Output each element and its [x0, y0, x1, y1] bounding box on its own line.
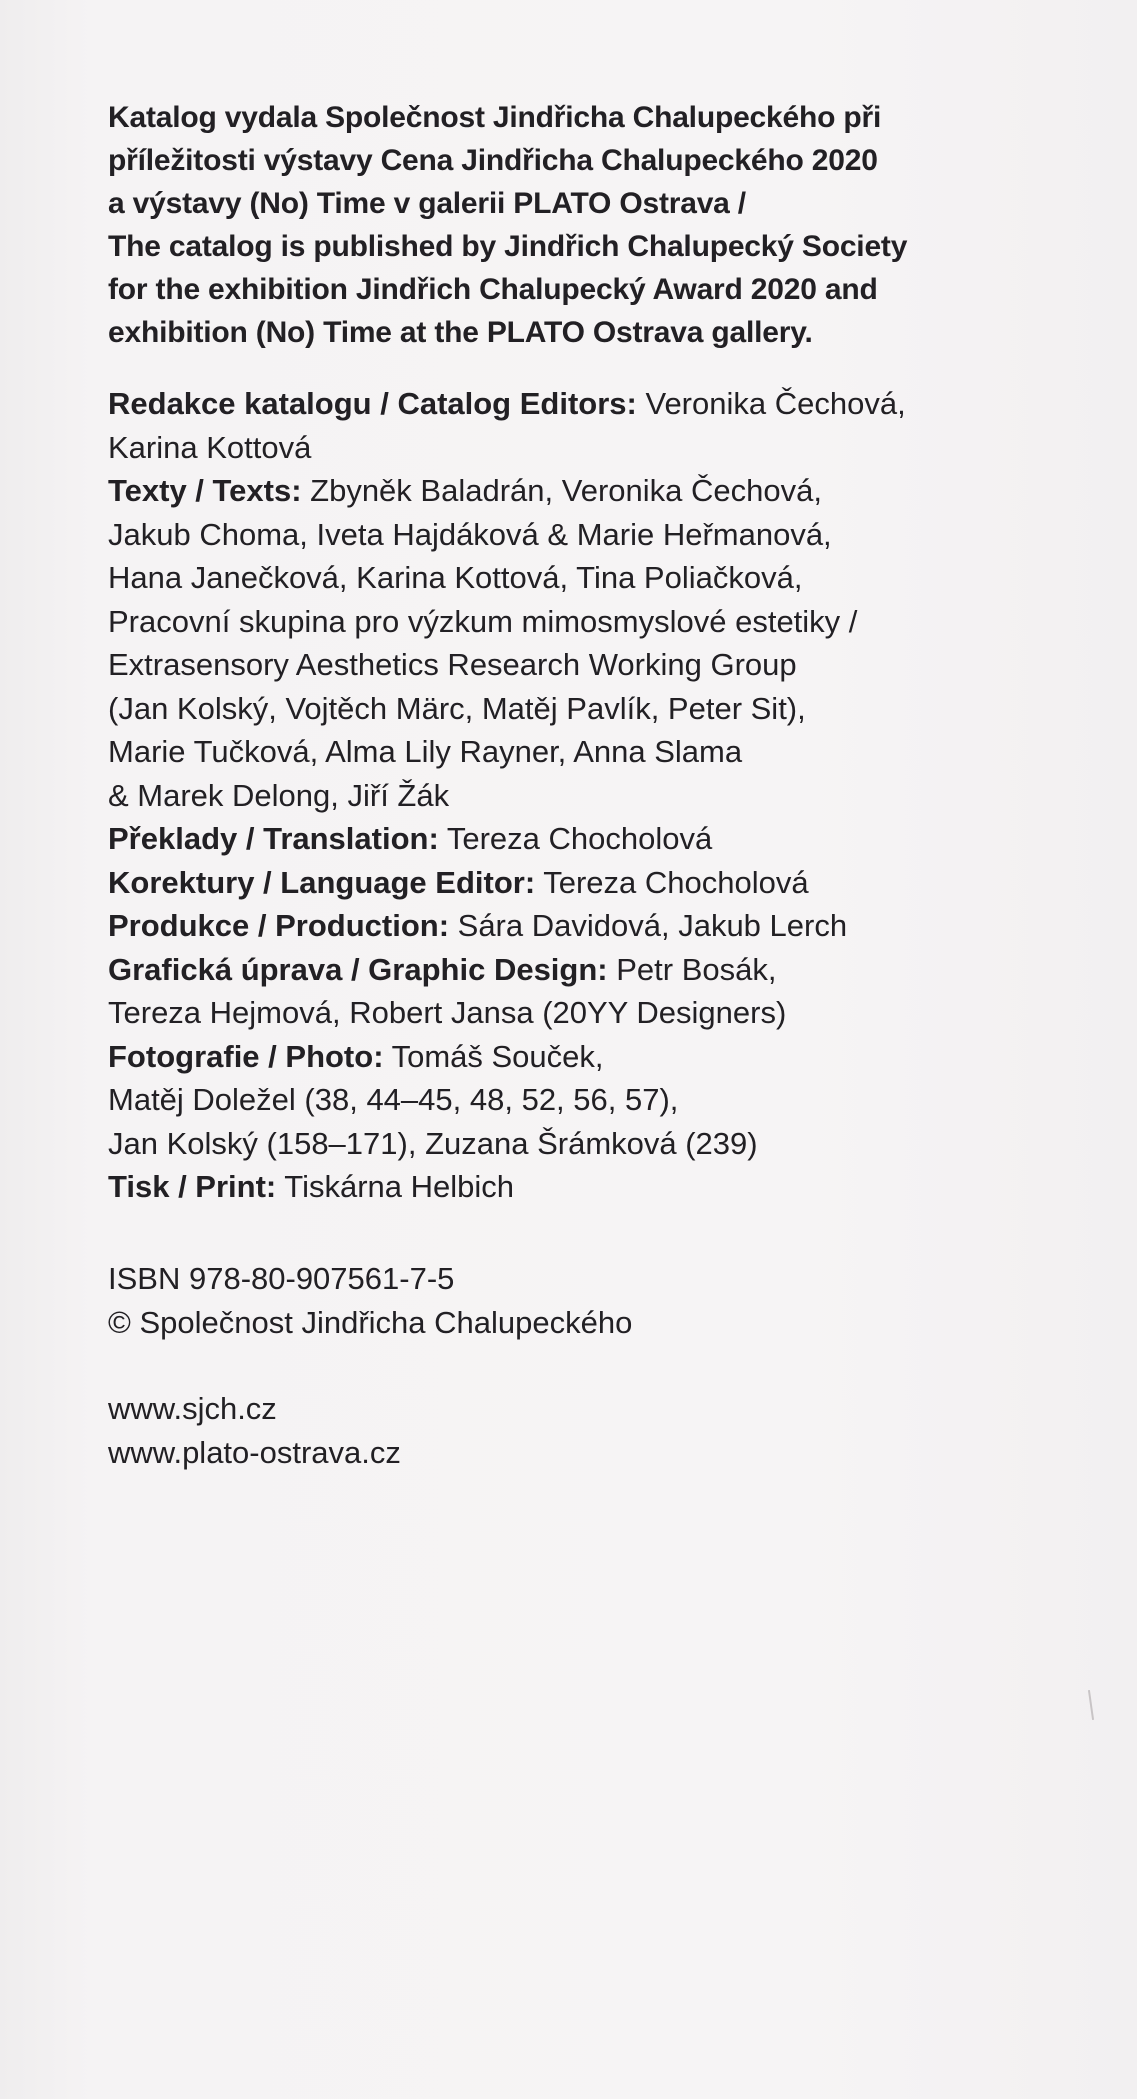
credit-value: (Jan Kolský, Vojtěch Märc, Matěj Pavlík, Peter Sit), — [108, 690, 806, 726]
credit-value: Veronika Čechová, — [636, 386, 906, 421]
credit-translation — [108, 817, 1038, 861]
isbn-number: ISBN 978-80-907561-7-5 — [108, 1260, 455, 1296]
credit-value: Tereza Chocholová — [438, 821, 713, 856]
credit-texts — [108, 469, 1038, 817]
credit-value: Zbyněk Baladrán, Veronika Čechová, — [301, 473, 822, 508]
credit-label: Redakce katalogu / Catalog Editors: — [108, 386, 637, 421]
credit-value: Jan Kolský (158–171), Zuzana Šrámková (239) — [108, 1125, 758, 1161]
intro-line: The catalog is published by Jindřich Chalupecký Society — [108, 230, 908, 263]
credit-label: Grafická úprava / Graphic Design: — [108, 951, 608, 987]
credit-value: Hana Janečková, Karina Kottová, Tina Poliačková, — [108, 560, 803, 595]
intro-line: for the exhibition Jindřich Chalupecký Award 2020 and — [108, 273, 878, 306]
credit-value: Sára Davidová, Jakub Lerch — [449, 908, 848, 943]
credit-label: Texty / Texts: — [108, 473, 302, 508]
credit-editors — [108, 382, 1038, 469]
paper-mark — [1088, 1690, 1094, 1720]
credit-production — [108, 904, 1038, 948]
credit-label: Překlady / Translation: — [108, 821, 439, 856]
credit-value: Matěj Doležel (38, 44–45, 48, 52, 56, 57), — [108, 1082, 679, 1117]
credits-list — [108, 382, 1038, 1209]
credit-language-editor — [108, 861, 1038, 905]
credit-label: Korektury / Language Editor: — [108, 864, 536, 900]
credit-label: Fotografie / Photo: — [108, 1038, 384, 1074]
isbn-block — [108, 1257, 1038, 1345]
credit-value: Tereza Hejmová, Robert Jansa (20YY Designers) — [108, 995, 787, 1030]
intro-line: exhibition (No) Time at the PLATO Ostrava gallery. — [108, 316, 813, 349]
credit-label: Produkce / Production: — [108, 908, 450, 943]
credit-value: Marie Tučková, Alma Lily Rayner, Anna Slama — [108, 734, 743, 769]
intro-line: a výstavy (No) Time v galerii PLATO Ostrava / — [108, 187, 746, 220]
publication-statement — [108, 96, 1038, 354]
credit-value: Petr Bosák, — [607, 951, 777, 987]
link-sjch[interactable]: www.sjch.cz — [108, 1390, 277, 1426]
link-plato-ostrava[interactable]: www.plato-ostrava.cz — [108, 1434, 401, 1470]
credit-photo — [108, 1035, 1038, 1166]
credit-graphic-design — [108, 948, 1038, 1035]
credit-value: Tomáš Souček, — [383, 1038, 604, 1074]
credit-value: Tiskárna Helbich — [276, 1169, 515, 1204]
credit-value: Jakub Choma, Iveta Hajdáková & Marie Heřmanová, — [108, 516, 832, 552]
credit-value: Pracovní skupina pro výzkum mimosmyslové estetiky / — [108, 603, 858, 639]
credit-value: & Marek Delong, Jiří Žák — [108, 777, 450, 813]
intro-line: příležitosti výstavy Cena Jindřicha Chalupeckého 2020 — [108, 144, 878, 177]
credit-value: Extrasensory Aesthetics Research Working Group — [108, 647, 797, 682]
intro-line: Katalog vydala Společnost Jindřicha Chalupeckého při — [108, 101, 882, 134]
credit-value: Karina Kottová — [108, 429, 312, 465]
colophon-content — [108, 96, 1038, 1475]
copyright-notice: © Společnost Jindřicha Chalupeckého — [108, 1304, 633, 1340]
credit-label: Tisk / Print: — [108, 1169, 277, 1204]
credit-value: Tereza Chocholová — [535, 864, 809, 900]
credit-print — [108, 1165, 1038, 1209]
website-links — [108, 1387, 1038, 1475]
